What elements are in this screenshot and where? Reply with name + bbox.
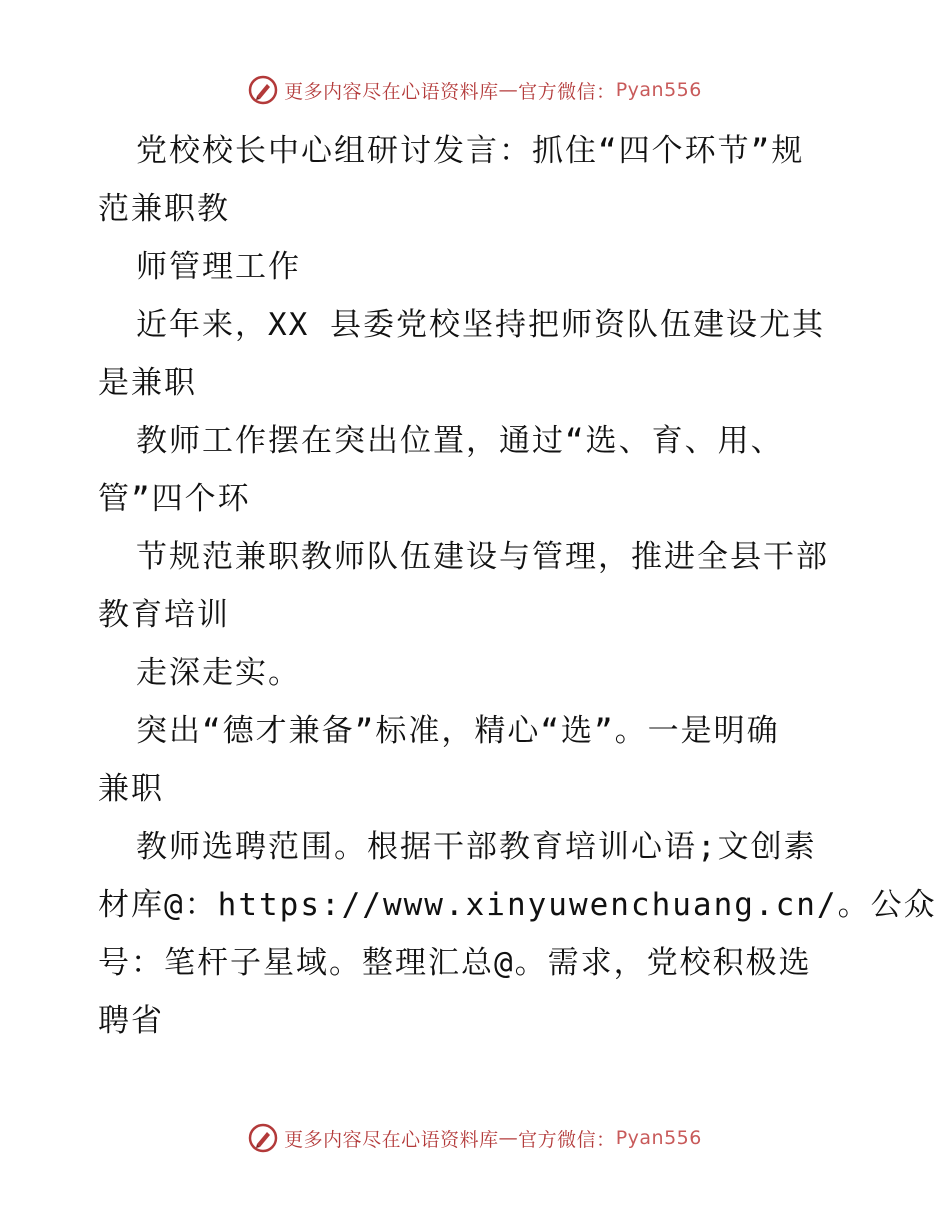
body-line: 兼职 bbox=[98, 771, 164, 807]
footer-banner-text: 更多内容尽在心语资料库 bbox=[284, 1128, 499, 1151]
pen-logo-icon bbox=[248, 75, 278, 105]
body-line: 材库@：https://www.xinyuwenchuang.cn/。公众 bbox=[98, 887, 937, 923]
footer-banner-dash: — bbox=[498, 1127, 519, 1149]
body-line: 党校校长中心组研讨发言：抓住“四个环节”规 bbox=[136, 133, 805, 169]
body-line: 师管理工作 bbox=[136, 249, 301, 285]
body-line: 走深走实。 bbox=[136, 655, 301, 691]
body-line: 节规范兼职教师队伍建设与管理，推进全县干部 bbox=[136, 539, 829, 575]
body-line: 突出“德才兼备”标准，精心“选”。一是明确 bbox=[136, 713, 780, 749]
pen-logo-icon bbox=[248, 1123, 278, 1153]
body-line: 近年来，XX 县委党校坚持把师资队伍建设尤其 bbox=[136, 307, 825, 343]
body-line: 教师选聘范围。根据干部教育培训心语;文创素 bbox=[136, 829, 817, 865]
header-banner-dash: — bbox=[498, 79, 519, 101]
header-banner-text: 更多内容尽在心语资料库 bbox=[284, 80, 499, 103]
body-line: 教育培训 bbox=[98, 597, 230, 633]
body-line: 是兼职 bbox=[98, 365, 197, 401]
document-body bbox=[98, 122, 937, 1050]
header-banner-wechat-label: 官方微信： bbox=[518, 80, 616, 103]
body-line: 号：笔杆子星域。整理汇总@。需求，党校积极选 bbox=[98, 945, 812, 981]
footer-banner-wechat-label: 官方微信： bbox=[518, 1128, 616, 1151]
header-banner-wechat-id: Pyan556 bbox=[615, 79, 702, 101]
body-line: 管”四个环 bbox=[98, 481, 251, 517]
body-line: 教师工作摆在突出位置，通过“选、育、用、 bbox=[136, 423, 784, 459]
footer-banner-wechat-id: Pyan556 bbox=[615, 1127, 702, 1149]
header-banner bbox=[0, 70, 950, 110]
body-line: 范兼职教 bbox=[98, 191, 230, 227]
body-line: 聘省 bbox=[98, 1003, 164, 1039]
footer-banner bbox=[0, 1118, 950, 1158]
